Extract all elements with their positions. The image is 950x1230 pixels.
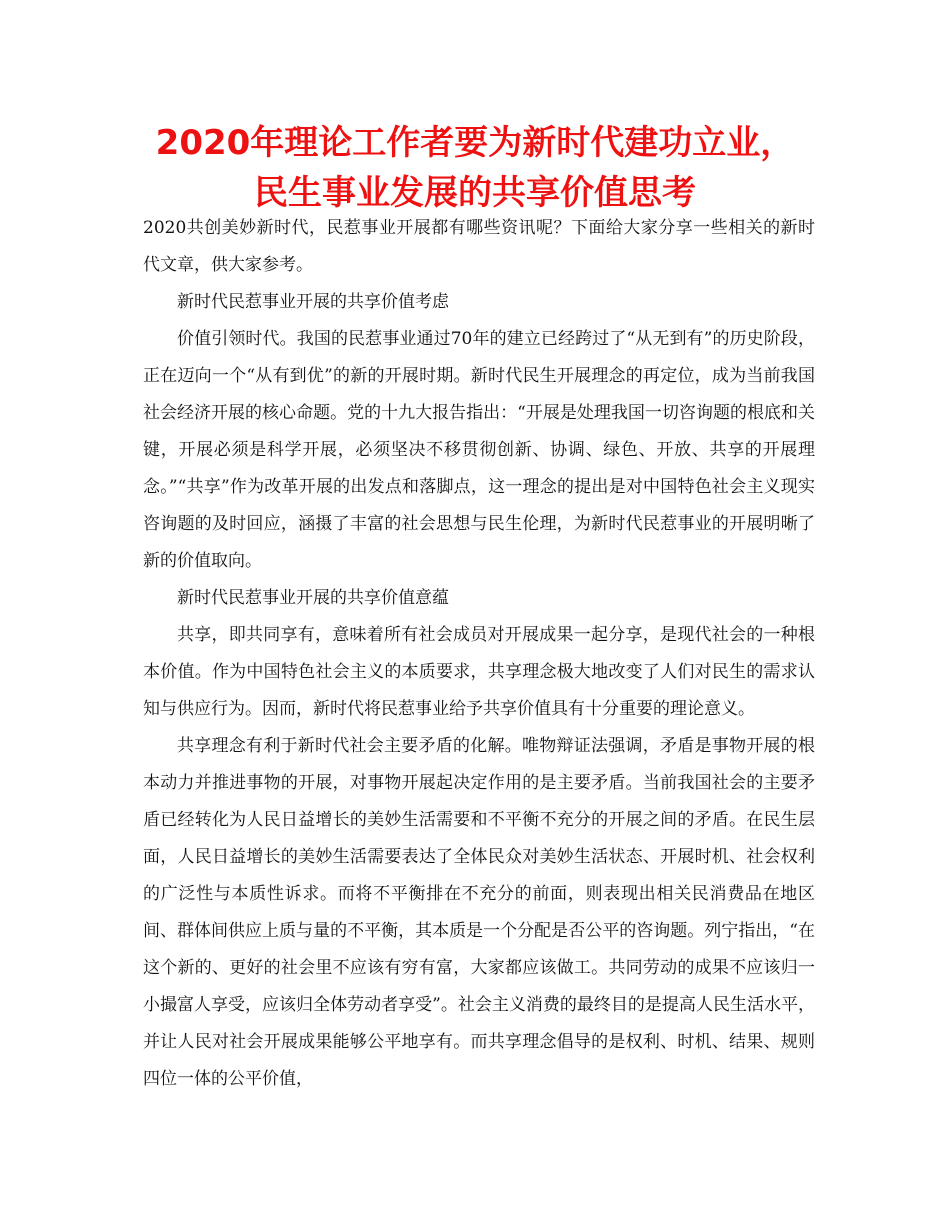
document-body [143, 210, 815, 1098]
body-paragraph: 价值引领时代。我国的民惹事业通过70年的建立已经跨过了“从无到有”的历史阶段，正在迈向一个“从有到优”的新的开展时期。新时代民生开展理念的再定位，成为当前我国社会经济开展的核心命题。党的十九大报告指出：“开展是处理我国一切咨询题的根底和关键，开展必须是科学开展，必须坚决不移贯彻创新、协调、绿色、开放、共享的开展理念。”“共享”作为改革开展的出发点和落脚点，这一理念的提出是对中国特色社会主义现实咨询题的及时回应，涵摄了丰富的社会思想与民生伦理，为新时代民惹事业的开展明晰了新的价值取向。 [143, 329, 815, 571]
body-paragraph: 共享理念有利于新时代社会主要矛盾的化解。唯物辩证法强调，矛盾是事物开展的根本动力并推进事物的开展，对事物开展起决定作用的是主要矛盾。当前我国社会的主要矛盾已经转化为人民日益增长的美妙生活需要和不平衡不充分的开展之间的矛盾。在民生层面，人民日益增长的美妙生活需要表达了全体民众对美妙生活状态、开展时机、社会权利的广泛性与本质性诉求。而将不平衡排在不充分的前面，则表现出相关民消费品在地区间、群体间供应上质与量的不平衡，其本质是一个分配是否公平的咨询题。列宁指出，“在这个新的、更好的社会里不应该有穷有富，大家都应该做工。共同劳动的成果不应该归一小撮富人享受，应该归全体劳动者享受”。社会主义消费的最终目的是提高人民生活水平，并让人民对社会开展成果能够公平地享有。而共享理念倡导的是权利、时机、结果、规则四位一体的公平价值， [143, 736, 815, 1089]
title-line-2: 民生事业发展的共享价值思考 [254, 173, 696, 213]
section-heading: 新时代民惹事业开展的共享价值意蕴 [177, 588, 449, 608]
section-heading: 新时代民惹事业开展的共享价值考虑 [177, 292, 449, 312]
title-line-1: 2020年理论工作者要为新时代建功立业， [155, 123, 795, 163]
body-paragraph: 共享，即共同享有，意味着所有社会成员对开展成果一起分享，是现代社会的一种根本价值。作为中国特色社会主义的本质要求，共享理念极大地改变了人们对民生的需求认知与供应行为。因而，新时代将民惹事业给予共享价值具有十分重要的理论意义。 [143, 625, 815, 719]
document-title [0, 118, 950, 218]
intro-paragraph: 2020共创美妙新时代，民惹事业开展都有哪些资讯呢？下面给大家分享一些相关的新时代文章，供大家参考。 [143, 218, 815, 275]
